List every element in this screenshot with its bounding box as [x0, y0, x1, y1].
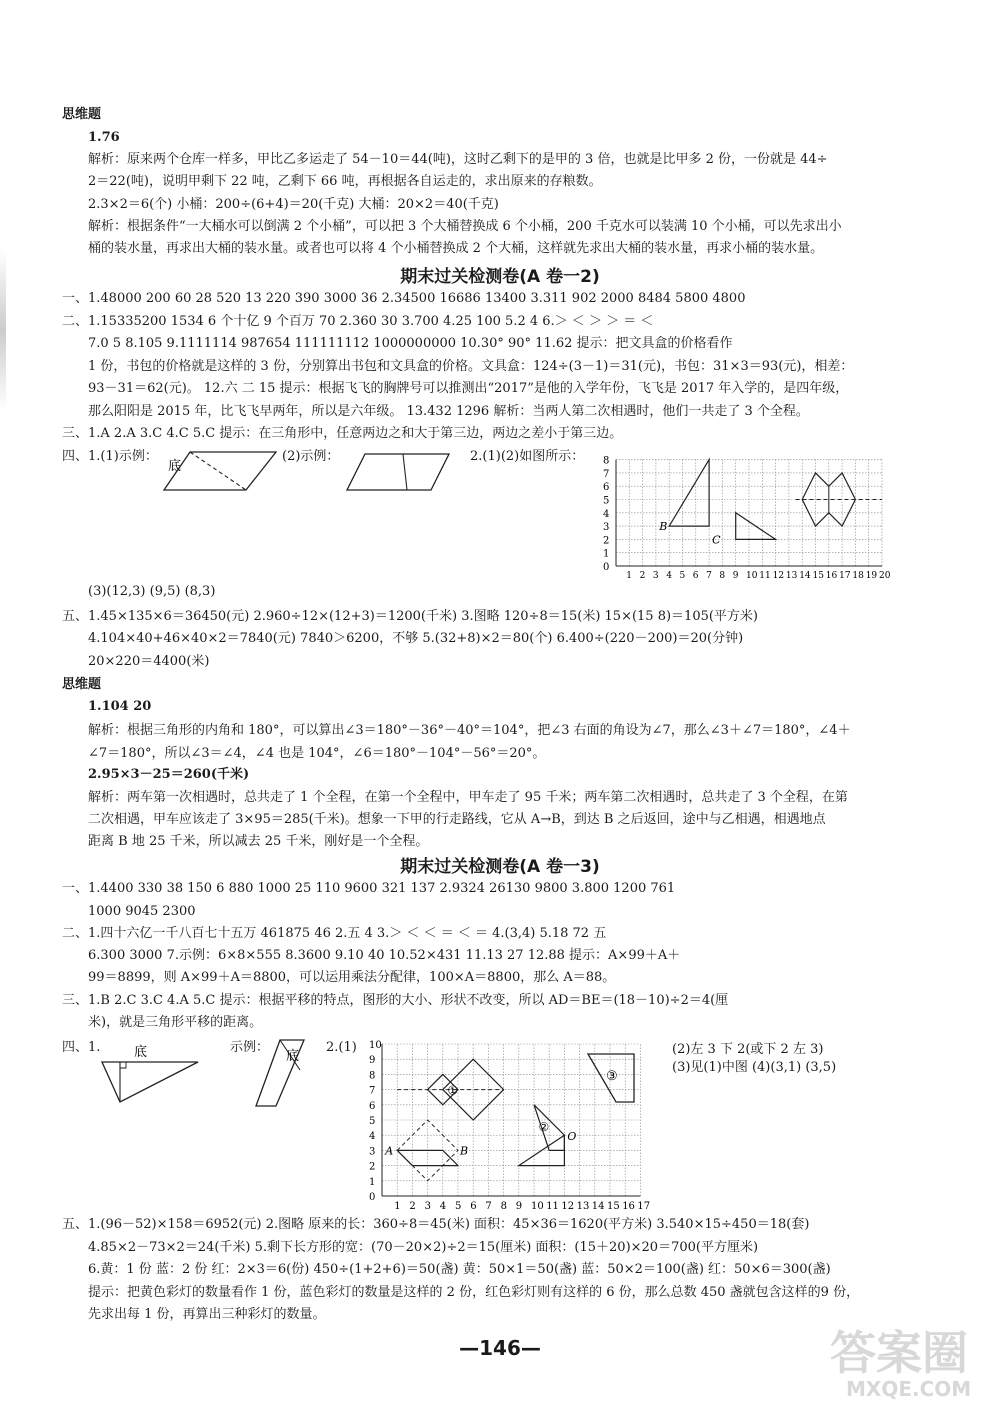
- sec4-note: (2)左 3 下 2(或下 2 左 3): [672, 1042, 824, 1057]
- answer-line: 五、1.45×135×6＝36450(元) 2.960÷12×(12+3)＝1200(千米) 3.图略 120÷8＝15(米) 15×(15 8)＝105(平方米): [62, 609, 759, 624]
- y-tick-label: 5: [603, 495, 610, 507]
- answer-line: 1000 9045 2300: [88, 904, 196, 919]
- triangle-figure-1: [96, 1040, 206, 1106]
- x-tick-label: 3: [652, 571, 659, 580]
- section-heading-thinking: 思维题: [62, 107, 102, 122]
- point-label-A: A: [385, 1144, 394, 1158]
- y-tick-label: 2: [369, 1161, 376, 1173]
- answer-line: 7.0 5 8.105 9.1111114 987654 111111112 1000000000 10.30° 90° 11.62 提示：把文具盒的价格看作: [88, 336, 733, 351]
- page-number: —146—: [459, 1336, 541, 1360]
- x-tick-label: 8: [500, 1201, 507, 1212]
- x-tick-label: 5: [679, 571, 686, 580]
- y-tick-label: 8: [603, 455, 610, 467]
- y-tick-label: 4: [603, 508, 610, 520]
- watermark-logo: 答案圈: [830, 1326, 968, 1380]
- y-tick-label: 3: [603, 522, 610, 534]
- answer-line: 1 份，书包的价格就是这样的 3 份，分别算出书包和文具盒的价格。文具盒：124÷(3－1)＝31(元)，书包：31×3＝93(元)，相差：: [88, 359, 854, 374]
- coordinate-answers: (3)(12,3) (9,5) (8,3): [88, 584, 216, 599]
- section-heading-thinking: 思维题: [62, 677, 102, 692]
- sec4-note: (3)见(1)中图 (4)(3,1) (3,5): [672, 1060, 837, 1075]
- x-tick-label: 1: [626, 571, 633, 580]
- test-title-a2: 期末过关检测卷(A 卷一2): [400, 267, 600, 287]
- watermark: [830, 1328, 971, 1400]
- answer-line: 二次相遇，甲车应该走了 3×95＝285(千米)。想象一下甲的行走路线，它从 A→B，到达 B 之后返回，途中与乙相遇，相遇地点: [88, 812, 826, 827]
- circle-label-2: ②: [538, 1120, 550, 1135]
- label-di: 底: [168, 459, 182, 474]
- x-tick-label: 16: [825, 571, 838, 580]
- x-tick-label: 4: [666, 571, 672, 580]
- answer-line: 20×220＝4400(米): [88, 654, 210, 669]
- x-tick-label: 4: [439, 1201, 447, 1212]
- x-tick-label: 2: [409, 1201, 416, 1212]
- answer-line: 提示：把黄色彩灯的数量看作 1 份，蓝色彩灯的数量是这样的 2 份，红色彩灯则有这样的 6 份，那么总数 450 盏就包含这样的9 份，: [88, 1285, 860, 1300]
- x-tick-label: 8: [719, 571, 726, 580]
- answer-line: 二、1.15335200 1534 6 个十亿 9 个百万 70 2.360 30 3.700 4.25 100 5.2 4 6.＞ ＜ ＞ ＞ ＝ ＜: [62, 314, 654, 329]
- answer-line: 1.76: [88, 130, 120, 145]
- y-tick-label: 8: [369, 1070, 376, 1082]
- x-tick-label: 13: [785, 571, 798, 580]
- x-tick-label: 16: [622, 1201, 635, 1212]
- triangle-shape: [669, 460, 709, 526]
- x-tick-label: 9: [515, 1201, 523, 1212]
- x-tick-label: 15: [812, 571, 824, 580]
- answer-line: 解析：根据三角形的内角和 180°，可以算出∠3＝180°－36°－40°＝104°，把∠3 右面的角设为∠7，那么∠3＋∠7＝180°，∠4＋: [88, 723, 851, 738]
- y-tick-label: 1: [603, 548, 610, 560]
- y-tick-label: 3: [369, 1146, 376, 1158]
- y-tick-label: 0: [369, 1192, 376, 1203]
- y-tick-label: 10: [369, 1040, 382, 1051]
- x-tick-label: 9: [732, 571, 739, 580]
- answer-line: 先求出每 1 份，再算出三种彩灯的数量。: [88, 1307, 326, 1322]
- x-tick-label: 11: [759, 571, 771, 580]
- x-tick-label: 17: [637, 1201, 651, 1212]
- answer-line: 解析：原来两个仓库一样多，甲比乙多运走了 54－10＝44(吨)，这时乙剩下的是甲的 3 倍，也就是比甲多 2 份，一份就是 44÷: [88, 152, 828, 167]
- x-tick-label: 3: [424, 1201, 431, 1212]
- watermark-url: MXQE.COM: [846, 1377, 972, 1401]
- y-tick-label: 5: [369, 1116, 376, 1127]
- x-tick-label: 15: [607, 1201, 620, 1212]
- answer-line: 2＝22(吨)，说明甲剩下 22 吨，乙剩下 66 吨，再根据各自运走的，求出原来的存粮数。: [88, 174, 602, 189]
- answer-line: 一、1.48000 200 60 28 520 13 220 390 3000 36 2.34500 16686 13400 3.311 902 2000 8484 5800 4800: [62, 291, 746, 306]
- parallelogram-figure-3: [252, 1036, 312, 1112]
- x-tick-label: 20: [879, 571, 891, 580]
- x-tick-label: 6: [470, 1201, 477, 1212]
- y-tick-label: 7: [603, 468, 610, 480]
- sec4-q2: 2.(1): [326, 1040, 357, 1055]
- sec4-lead: 四、1.(1)示例：: [62, 449, 158, 464]
- answer-line: 三、1.A 2.A 3.C 4.C 5.C 提示：在三角形中，任意两边之和大于第三边，两边之差小于第三边。: [62, 426, 623, 441]
- y-tick-label: 0: [603, 562, 610, 573]
- y-tick-label: 4: [369, 1131, 376, 1143]
- label-di: 底: [134, 1045, 148, 1060]
- x-tick-label: 10: [746, 571, 758, 580]
- x-tick-label: 1: [394, 1201, 401, 1212]
- sec4-lead: 四、1.: [62, 1040, 101, 1055]
- y-tick-label: 6: [369, 1100, 376, 1112]
- y-tick-label: 2: [603, 535, 610, 547]
- y-tick-label: 1: [369, 1176, 376, 1188]
- point-label-B: B: [460, 1144, 469, 1158]
- coordinate-grid-1: [594, 450, 904, 580]
- answer-line: 二、1.四十六亿一千八百七十五万 461875 46 2.五 4 3.＞ ＜ ＜ ＝ ＜ ＝ 4.(3,4) 5.18 72 五: [62, 926, 607, 941]
- answer-line: 桶的装水量，再求出大桶的装水量。或者也可以将 4 个小桶替换成 2 个大桶，这样就先求出大桶的装水量，再求小桶的装水量。: [88, 241, 824, 256]
- y-tick-label: 6: [603, 482, 610, 494]
- answer-line: 那么阳阳是 2015 年，比飞飞早两年，所以是六年级。 13.432 1296 解析：当两人第二次相遇时，他们一共走了 3 个全程。: [88, 404, 809, 419]
- parallelogram-figure-1: [160, 448, 280, 496]
- x-tick-label: 18: [852, 571, 864, 580]
- x-tick-label: 12: [561, 1201, 575, 1212]
- sec4-example-2: (2)示例：: [282, 449, 340, 464]
- x-tick-label: 14: [799, 571, 811, 580]
- answer-line: 三、1.B 2.C 3.C 4.A 5.C 提示：根据平移的特点，图形的大小、形状不改变，所以 AD＝BE＝(18－10)÷2＝4(厘: [62, 993, 729, 1008]
- shape-3-figure: [584, 1050, 654, 1130]
- answer-line: 6.黄：1 份 蓝：2 份 红：2×3＝6(份) 450÷(1+2+6)＝50(盏) 黄：50×1＝50(盏) 蓝：50×2＝100(盏) 红：50×6＝300(盏): [88, 1262, 831, 1277]
- x-tick-label: 17: [839, 571, 851, 580]
- point-label-O: O: [567, 1130, 577, 1144]
- y-tick-label: 7: [369, 1085, 376, 1097]
- answer-line: 99＝8899，则 A×99＋A＝8800，可以运用乘法分配律，100×A＝8800，那么 A＝88。: [88, 970, 616, 985]
- answer-line: 93－31＝62(元)。 12.六 二 15 提示：根据飞飞的胸牌号可以推测出“2017”是他的入学年份，飞飞是 2017 年入学的，是四年级，: [88, 381, 849, 396]
- answer-line: 4.85×2－73×2＝24(千米) 5.剩下长方形的宽：(70－20×2)÷2＝15(厘米) 面积：(15＋20)×20＝700(平方厘米): [88, 1240, 759, 1255]
- x-tick-label: 19: [865, 571, 878, 580]
- x-tick-label: 7: [706, 571, 712, 580]
- circle-label-3: ③: [606, 1069, 618, 1084]
- x-tick-label: 6: [692, 571, 699, 580]
- answer-line: 6.300 3000 7.示例：6×8×555 8.3600 9.10 40 10.52×431 11.13 27 12.88 提示：A×99＋A＋: [88, 948, 681, 963]
- y-tick-label: 9: [369, 1055, 376, 1067]
- answer-line: 解析：两车第一次相遇时，总共走了 1 个全程，在第一个全程中，甲车走了 95 千米；两车第二次相遇时，总共走了 3 个全程，在第: [88, 790, 848, 805]
- answer-line: 距离 B 地 25 千米，所以减去 25 千米，刚好是一个全程。: [88, 834, 429, 849]
- answer-line: 2.95×3－25＝260(千米): [88, 767, 250, 782]
- answer-line: ∠7＝180°，所以∠3＝∠4，∠4 也是 104°，∠6＝180°－104°－56°＝20°。: [88, 746, 546, 761]
- answer-line: 一、1.4400 330 38 150 6 880 1000 25 110 9600 321 137 2.9324 26130 9800 3.800 1200 761: [62, 881, 676, 896]
- x-tick-label: 2: [639, 571, 646, 580]
- point-label-C: C: [712, 533, 721, 547]
- point-label-B: B: [659, 520, 668, 534]
- answer-line: 解析：根据条件“一大桶水可以倒满 2 个小桶”，可以把 3 个大桶替换成 6 个小桶，200 千克水可以装满 10 个小桶，可以先求出小: [88, 219, 842, 234]
- circle-label-1: ①: [447, 1083, 459, 1098]
- x-tick-label: 13: [576, 1201, 590, 1212]
- answer-line: 米)，就是三角形平移的距离。: [88, 1015, 263, 1030]
- answer-line: 五、1.(96－52)×158＝6952(元) 2.图略 原来的长：360÷8＝45(米) 面积：45×36＝1620(平方米) 3.540×15÷450＝18(套): [62, 1217, 810, 1232]
- answer-line: 4.104×40+46×40×2＝7840(元) 7840＞6200，不够 5.(32+8)×2＝80(个) 6.400÷(220－200)＝20(分钟): [88, 631, 744, 646]
- x-tick-label: 5: [455, 1201, 462, 1212]
- x-tick-label: 11: [546, 1201, 559, 1212]
- parallelogram-figure-2: [345, 452, 455, 494]
- answer-line: 1.104 20: [88, 699, 152, 714]
- sec4-example: 示例：: [230, 1040, 270, 1055]
- label-di: 底: [286, 1049, 300, 1064]
- x-tick-label: 7: [485, 1201, 492, 1212]
- x-tick-label: 14: [591, 1201, 605, 1212]
- sec4-q2: 2.(1)(2)如图所示：: [470, 449, 585, 464]
- test-title-a3: 期末过关检测卷(A 卷一3): [400, 857, 600, 877]
- answer-line: 2.3×2＝6(个) 小桶：200÷(6+4)＝20(千克) 大桶：20×2＝40(千克): [88, 197, 499, 212]
- x-tick-label: 10: [531, 1201, 544, 1212]
- x-tick-label: 12: [772, 571, 785, 580]
